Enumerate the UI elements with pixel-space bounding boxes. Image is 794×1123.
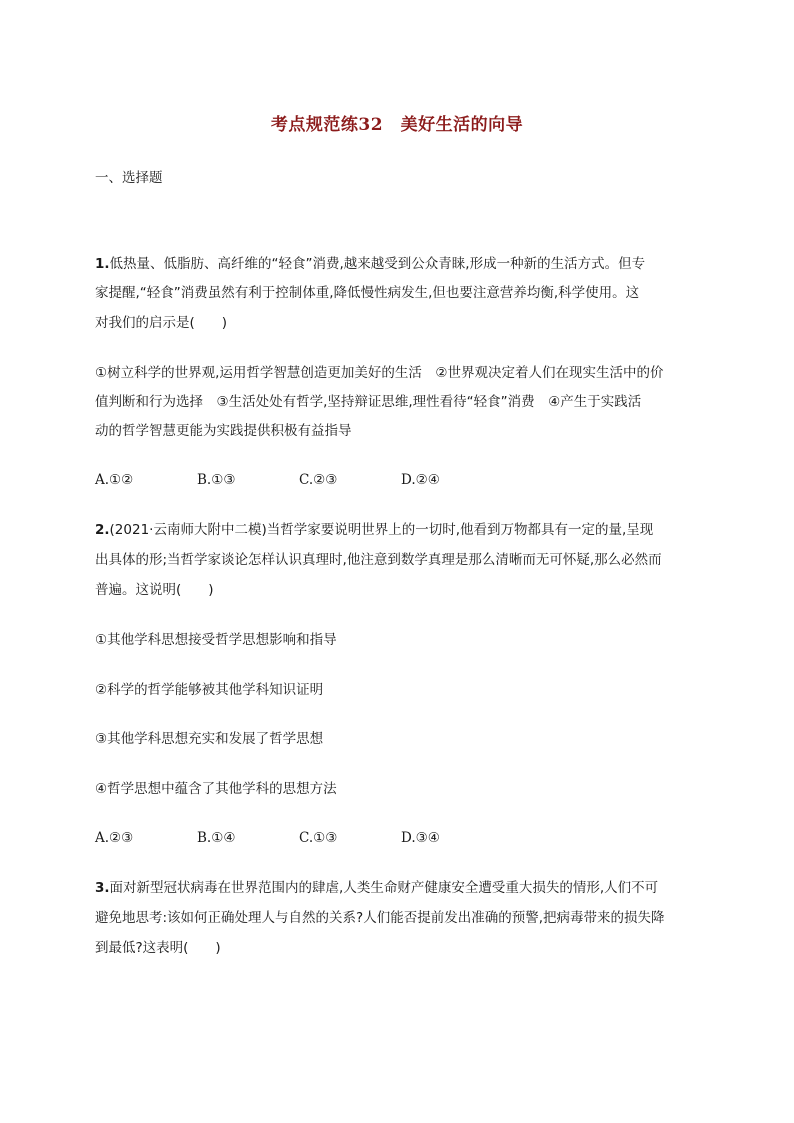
- question-2-line-3: 普遍。这说明( ): [95, 582, 214, 598]
- question-1-number: 1.: [95, 256, 110, 272]
- question-1-line-3: 对我们的启示是( ): [95, 315, 228, 331]
- question-1-line-1: 1.低热量、低脂肪、高纤维的“轻食”消费,越来越受到公众青睐,形成一种新的生活方式。但专: [95, 256, 646, 272]
- question-3-line-2: 避免地思考:该如何正确处理人与自然的关系?人们能否提前发出准确的预警,把病毒带来的损失降: [95, 910, 665, 926]
- question-2-statement-1: ①其他学科思想接受哲学思想影响和指导: [95, 632, 337, 648]
- question-2-option-b[interactable]: B.①④: [197, 830, 236, 846]
- section-heading: 一、选择题: [95, 170, 163, 186]
- question-3-line-1: 3.面对新型冠状病毒在世界范围内的肆虐,人类生命财产健康安全遭受重大损失的情形,人们不可: [95, 880, 659, 896]
- question-1-statement-line-1: ①树立科学的世界观,运用哲学智慧创造更加美好的生活 ②世界观决定着人们在现实生活中的价: [95, 365, 664, 381]
- question-1-line-2: 家提醒,“轻食”消费虽然有利于控制体重,降低慢性病发生,但也要注意营养均衡,科学使用。这: [95, 285, 640, 301]
- question-1-option-b[interactable]: B.①③: [197, 472, 236, 488]
- question-2-line-2: 出具体的形;当哲学家谈论怎样认识真理时,他注意到数学真理是那么清晰而无可怀疑,那么必然而: [95, 552, 662, 568]
- question-3-line-3: 到最低?这表明( ): [95, 940, 221, 956]
- question-2-option-c[interactable]: C.①③: [299, 830, 338, 846]
- question-3-number: 3.: [95, 880, 110, 896]
- question-1-statement-line-3: 动的哲学智慧更能为实践提供积极有益指导: [95, 423, 352, 439]
- question-1-statement-line-2: 值判断和行为选择 ③生活处处有哲学,坚持辩证思维,理性看待“轻食”消费 ④产生于实践活: [95, 394, 642, 410]
- question-1-options: [95, 470, 503, 490]
- question-2-number: 2.: [95, 522, 110, 538]
- question-2-line-1: 2.(2021·云南师大附中二模)当哲学家要说明世界上的一切时,他看到万物都具有一定的量,呈现: [95, 522, 654, 538]
- question-2-statement-2: ②科学的哲学能够被其他学科知识证明: [95, 682, 324, 698]
- question-2-option-d[interactable]: D.③④: [401, 830, 440, 846]
- question-2-statement-4: ④哲学思想中蕴含了其他学科的思想方法: [95, 781, 337, 797]
- question-1-option-c[interactable]: C.②③: [299, 472, 338, 488]
- question-2-options: [95, 828, 503, 848]
- question-1-option-a[interactable]: A.①②: [95, 472, 134, 488]
- page-title: 考点规范练32 美好生活的向导: [270, 115, 524, 135]
- question-2-option-a[interactable]: A.②③: [95, 830, 134, 846]
- question-2-statement-3: ③其他学科思想充实和发展了哲学思想: [95, 731, 324, 747]
- question-1-option-d[interactable]: D.②④: [401, 472, 440, 488]
